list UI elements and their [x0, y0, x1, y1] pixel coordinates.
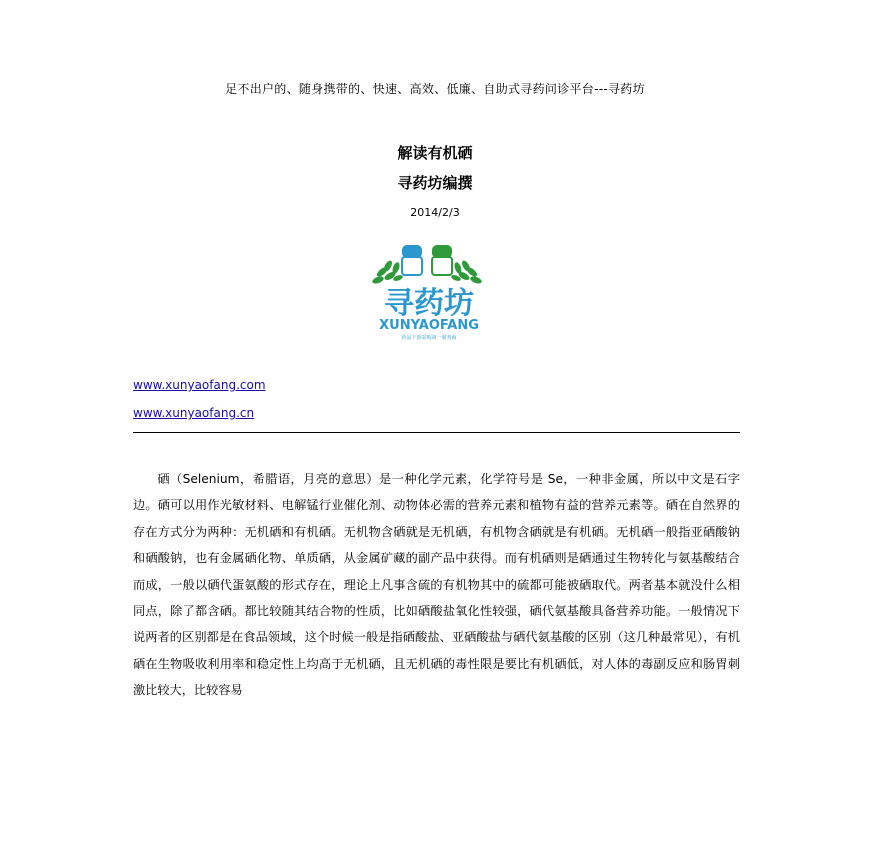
horizontal-divider: [133, 432, 740, 433]
document-title: 解读有机硒: [397, 144, 473, 162]
laurel-left-icon: [371, 259, 403, 285]
logo-brand-en: XUNYAOFANG: [379, 318, 479, 333]
header-tagline: 足不出户的、随身携带的、快速、高效、低廉、自助式寻药问诊平台---寻药坊: [225, 82, 645, 96]
logo-graphic: [368, 240, 506, 342]
logo-brand-cn: 寻药坊: [384, 286, 474, 321]
xunyaofang-logo: [368, 240, 506, 342]
website-link-cn[interactable]: www.xunyaofang.cn: [133, 406, 255, 420]
website-link-com[interactable]: www.xunyaofang.com: [133, 378, 266, 392]
capsule-left-icon: [402, 245, 422, 275]
document-author: 寻药坊编撰: [397, 174, 473, 192]
body-paragraph: 硒（Selenium，希腊语，月亮的意思）是一种化学元素，化学符号是 Se，一种非金属，所以中文是石字边。硒可以用作光敏材料、电解锰行业催化剂、动物体必需的营养元素和植物有益的营养元素等。硒在自然界的存在方式分为两种：无机硒和有机硒。无机物含硒就是无机硒，有机物含硒就是有机硒。无机硒一般指亚硒酸钠和硒酸钠，也有金属硒化物、单质硒，从金属矿藏的副产品中获得。而有机硒则是硒通过生物转化与氨基酸结合而成，一般以硒代蛋氨酸的形式存在，理论上凡事含硫的有机物其中的硫都可能被硒取代。两者基本就没什么相同点，除了都含硒。都比较随其结合物的性质，比如硒酸盐氧化性较强，硒代氨基酸具备营养功能。一般情况下说两者的区别都是在食品领域，这个时候一般是指硒酸盐、亚硒酸盐与硒代氨基酸的区别（这几种最常见），有机硒在生物吸收利用率和稳定性上均高于无机硒，且无机硒的毒性限是要比有机硒低，对人体的毒副反应和肠胃刺激比较大，比较容易: [133, 472, 740, 698]
capsule-right-icon: [432, 245, 452, 275]
website-links: [133, 377, 266, 421]
document-date: 2014/2/3: [410, 206, 460, 219]
laurel-right-icon: [450, 259, 482, 285]
logo-slogan: 药品下游采购第一服务商: [401, 335, 457, 341]
